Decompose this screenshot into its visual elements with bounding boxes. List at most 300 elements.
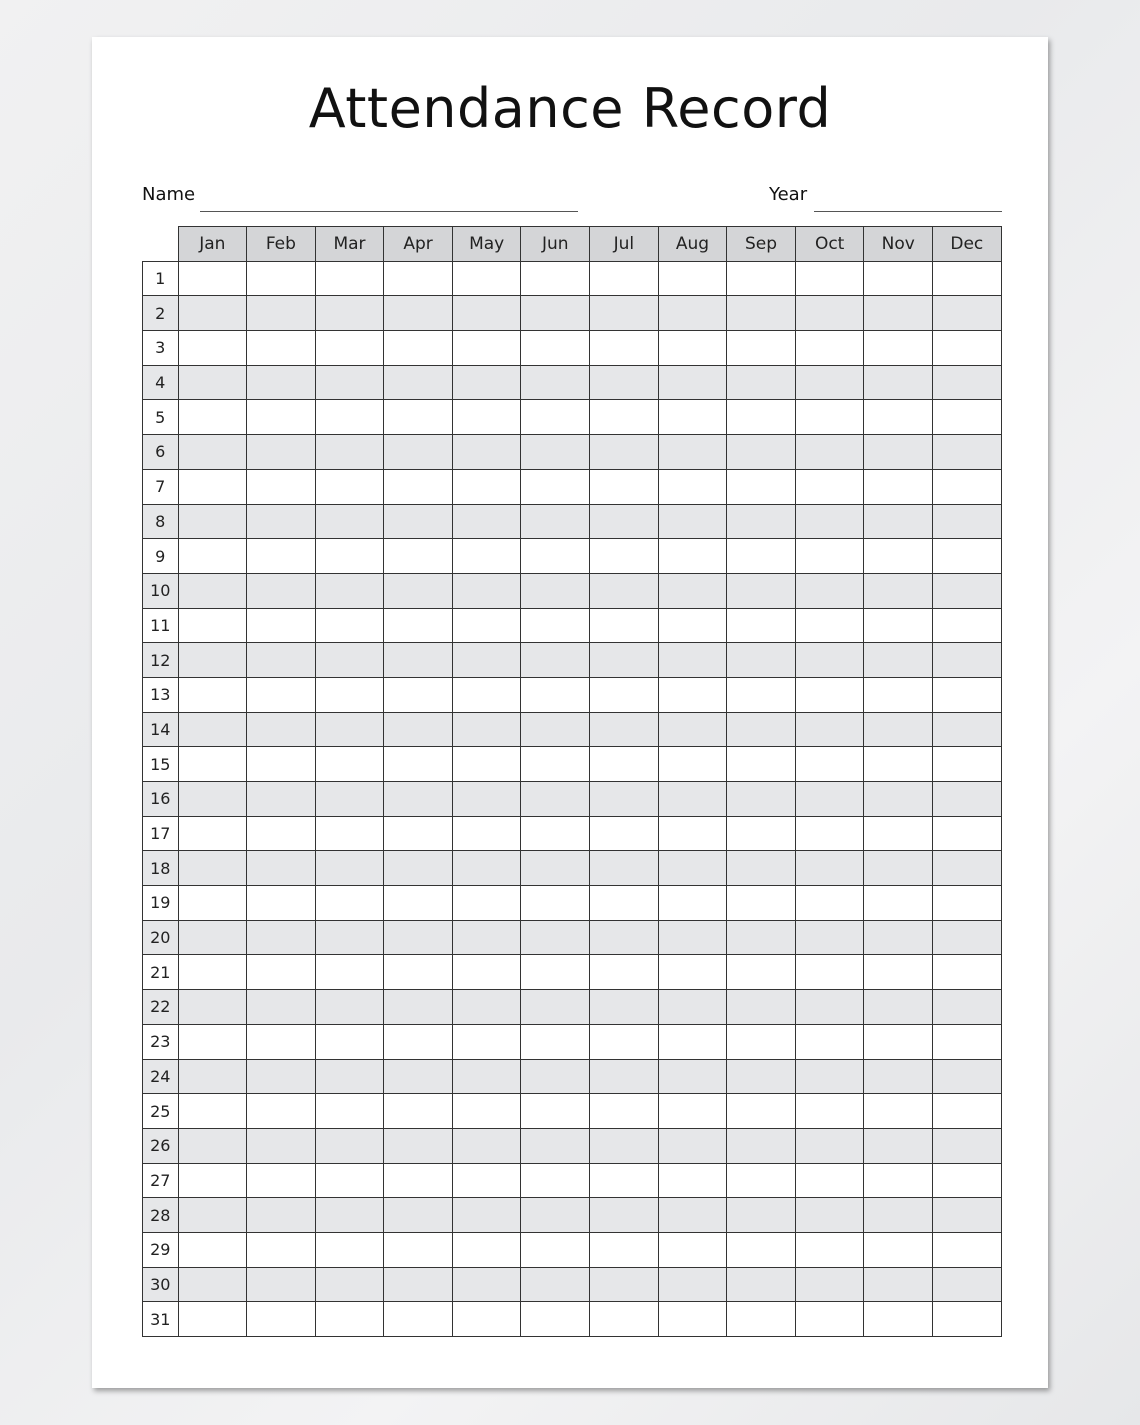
attendance-cell[interactable] — [727, 1267, 796, 1302]
attendance-cell[interactable] — [247, 816, 316, 851]
attendance-cell[interactable] — [521, 782, 590, 817]
attendance-cell[interactable] — [178, 747, 247, 782]
attendance-cell[interactable] — [384, 816, 453, 851]
attendance-cell[interactable] — [247, 435, 316, 470]
attendance-cell[interactable] — [795, 1198, 864, 1233]
attendance-cell[interactable] — [384, 1232, 453, 1267]
attendance-cell[interactable] — [315, 365, 384, 400]
attendance-cell[interactable] — [521, 816, 590, 851]
attendance-cell[interactable] — [384, 920, 453, 955]
attendance-cell[interactable] — [590, 782, 659, 817]
attendance-cell[interactable] — [178, 1024, 247, 1059]
attendance-cell[interactable] — [178, 1198, 247, 1233]
attendance-cell[interactable] — [178, 1267, 247, 1302]
attendance-cell[interactable] — [795, 539, 864, 574]
attendance-cell[interactable] — [452, 296, 521, 331]
attendance-cell[interactable] — [384, 1198, 453, 1233]
attendance-cell[interactable] — [727, 955, 796, 990]
attendance-cell[interactable] — [315, 851, 384, 886]
attendance-cell[interactable] — [864, 1267, 933, 1302]
attendance-cell[interactable] — [247, 261, 316, 296]
attendance-cell[interactable] — [658, 816, 727, 851]
attendance-cell[interactable] — [384, 955, 453, 990]
attendance-cell[interactable] — [933, 712, 1002, 747]
attendance-cell[interactable] — [590, 1302, 659, 1337]
attendance-cell[interactable] — [795, 573, 864, 608]
attendance-cell[interactable] — [247, 990, 316, 1025]
attendance-cell[interactable] — [521, 1302, 590, 1337]
attendance-cell[interactable] — [864, 331, 933, 366]
attendance-cell[interactable] — [452, 920, 521, 955]
attendance-cell[interactable] — [178, 677, 247, 712]
attendance-cell[interactable] — [384, 1094, 453, 1129]
attendance-cell[interactable] — [315, 1198, 384, 1233]
attendance-cell[interactable] — [521, 747, 590, 782]
attendance-cell[interactable] — [933, 677, 1002, 712]
attendance-cell[interactable] — [864, 782, 933, 817]
attendance-cell[interactable] — [521, 886, 590, 921]
attendance-cell[interactable] — [315, 1024, 384, 1059]
attendance-cell[interactable] — [178, 816, 247, 851]
attendance-cell[interactable] — [247, 469, 316, 504]
attendance-cell[interactable] — [658, 990, 727, 1025]
attendance-cell[interactable] — [590, 816, 659, 851]
attendance-cell[interactable] — [864, 365, 933, 400]
attendance-cell[interactable] — [315, 1128, 384, 1163]
attendance-cell[interactable] — [795, 712, 864, 747]
attendance-cell[interactable] — [864, 1163, 933, 1198]
attendance-cell[interactable] — [590, 851, 659, 886]
attendance-cell[interactable] — [864, 643, 933, 678]
attendance-cell[interactable] — [658, 296, 727, 331]
attendance-cell[interactable] — [864, 1198, 933, 1233]
attendance-cell[interactable] — [384, 990, 453, 1025]
attendance-cell[interactable] — [452, 643, 521, 678]
attendance-cell[interactable] — [452, 677, 521, 712]
attendance-cell[interactable] — [658, 920, 727, 955]
attendance-cell[interactable] — [658, 1094, 727, 1129]
attendance-cell[interactable] — [658, 712, 727, 747]
attendance-cell[interactable] — [384, 712, 453, 747]
attendance-cell[interactable] — [658, 504, 727, 539]
attendance-cell[interactable] — [795, 920, 864, 955]
attendance-cell[interactable] — [178, 400, 247, 435]
attendance-cell[interactable] — [795, 1302, 864, 1337]
attendance-cell[interactable] — [178, 435, 247, 470]
attendance-cell[interactable] — [178, 573, 247, 608]
attendance-cell[interactable] — [247, 1128, 316, 1163]
attendance-cell[interactable] — [658, 573, 727, 608]
attendance-cell[interactable] — [864, 608, 933, 643]
attendance-cell[interactable] — [933, 1267, 1002, 1302]
attendance-cell[interactable] — [384, 782, 453, 817]
attendance-cell[interactable] — [315, 712, 384, 747]
attendance-cell[interactable] — [384, 1059, 453, 1094]
attendance-cell[interactable] — [933, 1198, 1002, 1233]
attendance-cell[interactable] — [384, 365, 453, 400]
attendance-cell[interactable] — [452, 851, 521, 886]
attendance-cell[interactable] — [315, 261, 384, 296]
attendance-cell[interactable] — [727, 920, 796, 955]
attendance-cell[interactable] — [384, 261, 453, 296]
attendance-cell[interactable] — [384, 747, 453, 782]
attendance-cell[interactable] — [933, 1232, 1002, 1267]
attendance-cell[interactable] — [727, 365, 796, 400]
attendance-cell[interactable] — [864, 1094, 933, 1129]
attendance-cell[interactable] — [178, 851, 247, 886]
attendance-cell[interactable] — [521, 539, 590, 574]
attendance-cell[interactable] — [795, 608, 864, 643]
year-field[interactable] — [814, 211, 1002, 212]
attendance-cell[interactable] — [658, 1198, 727, 1233]
attendance-cell[interactable] — [590, 643, 659, 678]
attendance-cell[interactable] — [521, 643, 590, 678]
attendance-cell[interactable] — [452, 886, 521, 921]
attendance-cell[interactable] — [178, 643, 247, 678]
attendance-cell[interactable] — [247, 747, 316, 782]
attendance-cell[interactable] — [727, 712, 796, 747]
attendance-cell[interactable] — [452, 469, 521, 504]
attendance-cell[interactable] — [247, 1163, 316, 1198]
attendance-cell[interactable] — [590, 1232, 659, 1267]
attendance-cell[interactable] — [521, 573, 590, 608]
attendance-cell[interactable] — [178, 782, 247, 817]
attendance-cell[interactable] — [727, 782, 796, 817]
attendance-cell[interactable] — [590, 677, 659, 712]
attendance-cell[interactable] — [521, 677, 590, 712]
attendance-cell[interactable] — [933, 851, 1002, 886]
attendance-cell[interactable] — [384, 1128, 453, 1163]
attendance-cell[interactable] — [452, 782, 521, 817]
attendance-cell[interactable] — [315, 296, 384, 331]
attendance-cell[interactable] — [590, 886, 659, 921]
attendance-cell[interactable] — [658, 331, 727, 366]
attendance-cell[interactable] — [590, 296, 659, 331]
attendance-cell[interactable] — [727, 573, 796, 608]
attendance-cell[interactable] — [590, 573, 659, 608]
attendance-cell[interactable] — [247, 296, 316, 331]
attendance-cell[interactable] — [933, 400, 1002, 435]
attendance-cell[interactable] — [933, 296, 1002, 331]
attendance-cell[interactable] — [452, 504, 521, 539]
attendance-cell[interactable] — [795, 1232, 864, 1267]
attendance-cell[interactable] — [247, 365, 316, 400]
attendance-cell[interactable] — [864, 1302, 933, 1337]
attendance-cell[interactable] — [452, 955, 521, 990]
attendance-cell[interactable] — [452, 816, 521, 851]
attendance-cell[interactable] — [933, 469, 1002, 504]
attendance-cell[interactable] — [315, 1267, 384, 1302]
attendance-cell[interactable] — [315, 955, 384, 990]
attendance-cell[interactable] — [727, 1232, 796, 1267]
attendance-cell[interactable] — [384, 469, 453, 504]
attendance-cell[interactable] — [658, 608, 727, 643]
attendance-cell[interactable] — [590, 920, 659, 955]
attendance-cell[interactable] — [315, 469, 384, 504]
attendance-cell[interactable] — [384, 1302, 453, 1337]
attendance-cell[interactable] — [727, 435, 796, 470]
attendance-cell[interactable] — [247, 1198, 316, 1233]
attendance-cell[interactable] — [933, 886, 1002, 921]
attendance-cell[interactable] — [864, 261, 933, 296]
attendance-cell[interactable] — [727, 1094, 796, 1129]
attendance-cell[interactable] — [384, 886, 453, 921]
attendance-cell[interactable] — [178, 261, 247, 296]
attendance-cell[interactable] — [933, 1059, 1002, 1094]
attendance-cell[interactable] — [933, 782, 1002, 817]
attendance-cell[interactable] — [178, 1163, 247, 1198]
attendance-cell[interactable] — [590, 1024, 659, 1059]
attendance-cell[interactable] — [933, 643, 1002, 678]
attendance-cell[interactable] — [384, 1024, 453, 1059]
attendance-cell[interactable] — [795, 261, 864, 296]
attendance-cell[interactable] — [590, 365, 659, 400]
attendance-cell[interactable] — [178, 955, 247, 990]
attendance-cell[interactable] — [178, 886, 247, 921]
attendance-cell[interactable] — [795, 296, 864, 331]
attendance-cell[interactable] — [247, 1094, 316, 1129]
attendance-cell[interactable] — [658, 955, 727, 990]
attendance-cell[interactable] — [933, 990, 1002, 1025]
attendance-cell[interactable] — [795, 1094, 864, 1129]
attendance-cell[interactable] — [178, 608, 247, 643]
attendance-cell[interactable] — [795, 643, 864, 678]
attendance-cell[interactable] — [933, 504, 1002, 539]
attendance-cell[interactable] — [247, 573, 316, 608]
attendance-cell[interactable] — [521, 1267, 590, 1302]
attendance-cell[interactable] — [933, 747, 1002, 782]
attendance-cell[interactable] — [933, 608, 1002, 643]
attendance-cell[interactable] — [247, 782, 316, 817]
attendance-cell[interactable] — [178, 990, 247, 1025]
attendance-cell[interactable] — [590, 261, 659, 296]
attendance-cell[interactable] — [864, 920, 933, 955]
attendance-cell[interactable] — [178, 504, 247, 539]
attendance-cell[interactable] — [933, 1163, 1002, 1198]
attendance-cell[interactable] — [795, 851, 864, 886]
attendance-cell[interactable] — [933, 365, 1002, 400]
attendance-cell[interactable] — [452, 1163, 521, 1198]
attendance-cell[interactable] — [452, 261, 521, 296]
attendance-cell[interactable] — [384, 296, 453, 331]
attendance-cell[interactable] — [590, 1059, 659, 1094]
attendance-cell[interactable] — [247, 504, 316, 539]
attendance-cell[interactable] — [521, 1232, 590, 1267]
attendance-cell[interactable] — [658, 677, 727, 712]
attendance-cell[interactable] — [795, 677, 864, 712]
attendance-cell[interactable] — [795, 331, 864, 366]
attendance-cell[interactable] — [178, 469, 247, 504]
attendance-cell[interactable] — [315, 886, 384, 921]
attendance-cell[interactable] — [590, 1128, 659, 1163]
attendance-cell[interactable] — [795, 1128, 864, 1163]
attendance-cell[interactable] — [658, 1024, 727, 1059]
attendance-cell[interactable] — [795, 990, 864, 1025]
attendance-cell[interactable] — [590, 435, 659, 470]
attendance-cell[interactable] — [315, 331, 384, 366]
attendance-cell[interactable] — [384, 1267, 453, 1302]
attendance-cell[interactable] — [521, 1094, 590, 1129]
attendance-cell[interactable] — [315, 400, 384, 435]
attendance-cell[interactable] — [933, 816, 1002, 851]
attendance-cell[interactable] — [795, 1059, 864, 1094]
attendance-cell[interactable] — [384, 573, 453, 608]
attendance-cell[interactable] — [864, 886, 933, 921]
attendance-cell[interactable] — [315, 1163, 384, 1198]
attendance-cell[interactable] — [178, 1128, 247, 1163]
attendance-cell[interactable] — [315, 1302, 384, 1337]
attendance-cell[interactable] — [933, 920, 1002, 955]
attendance-cell[interactable] — [521, 1163, 590, 1198]
attendance-cell[interactable] — [315, 990, 384, 1025]
attendance-cell[interactable] — [590, 990, 659, 1025]
attendance-cell[interactable] — [178, 539, 247, 574]
attendance-cell[interactable] — [247, 1059, 316, 1094]
attendance-cell[interactable] — [247, 1302, 316, 1337]
attendance-cell[interactable] — [452, 400, 521, 435]
attendance-cell[interactable] — [590, 331, 659, 366]
attendance-cell[interactable] — [590, 747, 659, 782]
attendance-cell[interactable] — [178, 331, 247, 366]
attendance-cell[interactable] — [864, 955, 933, 990]
attendance-cell[interactable] — [247, 920, 316, 955]
attendance-cell[interactable] — [521, 608, 590, 643]
attendance-cell[interactable] — [864, 296, 933, 331]
attendance-cell[interactable] — [864, 990, 933, 1025]
attendance-cell[interactable] — [727, 1059, 796, 1094]
attendance-cell[interactable] — [658, 1059, 727, 1094]
attendance-cell[interactable] — [452, 712, 521, 747]
attendance-cell[interactable] — [864, 435, 933, 470]
attendance-cell[interactable] — [933, 1024, 1002, 1059]
attendance-cell[interactable] — [315, 435, 384, 470]
attendance-cell[interactable] — [178, 1094, 247, 1129]
attendance-cell[interactable] — [384, 400, 453, 435]
attendance-cell[interactable] — [178, 365, 247, 400]
attendance-cell[interactable] — [795, 816, 864, 851]
attendance-cell[interactable] — [384, 331, 453, 366]
attendance-cell[interactable] — [521, 1024, 590, 1059]
attendance-cell[interactable] — [933, 435, 1002, 470]
attendance-cell[interactable] — [590, 1267, 659, 1302]
attendance-cell[interactable] — [247, 955, 316, 990]
attendance-cell[interactable] — [727, 400, 796, 435]
attendance-cell[interactable] — [247, 400, 316, 435]
attendance-cell[interactable] — [658, 782, 727, 817]
attendance-cell[interactable] — [178, 1059, 247, 1094]
attendance-cell[interactable] — [178, 296, 247, 331]
attendance-cell[interactable] — [521, 261, 590, 296]
attendance-cell[interactable] — [452, 608, 521, 643]
attendance-cell[interactable] — [864, 573, 933, 608]
attendance-cell[interactable] — [315, 816, 384, 851]
attendance-cell[interactable] — [727, 990, 796, 1025]
attendance-cell[interactable] — [452, 1024, 521, 1059]
attendance-cell[interactable] — [247, 712, 316, 747]
attendance-cell[interactable] — [795, 504, 864, 539]
attendance-cell[interactable] — [521, 1198, 590, 1233]
attendance-cell[interactable] — [452, 435, 521, 470]
attendance-cell[interactable] — [315, 782, 384, 817]
attendance-cell[interactable] — [864, 504, 933, 539]
attendance-cell[interactable] — [727, 1024, 796, 1059]
attendance-cell[interactable] — [384, 435, 453, 470]
attendance-cell[interactable] — [658, 747, 727, 782]
attendance-cell[interactable] — [658, 643, 727, 678]
attendance-cell[interactable] — [727, 504, 796, 539]
attendance-cell[interactable] — [521, 400, 590, 435]
attendance-cell[interactable] — [521, 920, 590, 955]
attendance-cell[interactable] — [727, 1302, 796, 1337]
attendance-cell[interactable] — [247, 677, 316, 712]
attendance-cell[interactable] — [727, 1128, 796, 1163]
attendance-cell[interactable] — [658, 539, 727, 574]
attendance-cell[interactable] — [521, 504, 590, 539]
attendance-cell[interactable] — [658, 365, 727, 400]
attendance-cell[interactable] — [247, 1024, 316, 1059]
attendance-cell[interactable] — [658, 1302, 727, 1337]
attendance-cell[interactable] — [521, 1059, 590, 1094]
attendance-cell[interactable] — [727, 469, 796, 504]
attendance-cell[interactable] — [315, 677, 384, 712]
attendance-cell[interactable] — [933, 539, 1002, 574]
attendance-cell[interactable] — [795, 400, 864, 435]
attendance-cell[interactable] — [247, 539, 316, 574]
attendance-cell[interactable] — [315, 1232, 384, 1267]
attendance-cell[interactable] — [658, 886, 727, 921]
attendance-cell[interactable] — [521, 1128, 590, 1163]
attendance-cell[interactable] — [452, 1267, 521, 1302]
attendance-cell[interactable] — [452, 539, 521, 574]
attendance-cell[interactable] — [864, 400, 933, 435]
attendance-cell[interactable] — [864, 1024, 933, 1059]
attendance-cell[interactable] — [247, 608, 316, 643]
attendance-cell[interactable] — [315, 573, 384, 608]
attendance-cell[interactable] — [727, 608, 796, 643]
attendance-cell[interactable] — [727, 1198, 796, 1233]
attendance-cell[interactable] — [933, 1094, 1002, 1129]
attendance-cell[interactable] — [521, 365, 590, 400]
attendance-cell[interactable] — [247, 1267, 316, 1302]
attendance-cell[interactable] — [590, 539, 659, 574]
attendance-cell[interactable] — [384, 851, 453, 886]
attendance-cell[interactable] — [727, 677, 796, 712]
attendance-cell[interactable] — [933, 261, 1002, 296]
attendance-cell[interactable] — [384, 608, 453, 643]
attendance-cell[interactable] — [658, 400, 727, 435]
attendance-cell[interactable] — [727, 886, 796, 921]
attendance-cell[interactable] — [864, 851, 933, 886]
attendance-cell[interactable] — [864, 677, 933, 712]
attendance-cell[interactable] — [864, 816, 933, 851]
attendance-cell[interactable] — [795, 886, 864, 921]
attendance-cell[interactable] — [521, 990, 590, 1025]
attendance-cell[interactable] — [658, 1232, 727, 1267]
attendance-cell[interactable] — [864, 712, 933, 747]
attendance-cell[interactable] — [247, 886, 316, 921]
attendance-cell[interactable] — [795, 435, 864, 470]
attendance-cell[interactable] — [315, 608, 384, 643]
attendance-cell[interactable] — [658, 851, 727, 886]
attendance-cell[interactable] — [521, 469, 590, 504]
attendance-cell[interactable] — [658, 1267, 727, 1302]
attendance-cell[interactable] — [795, 1163, 864, 1198]
attendance-cell[interactable] — [452, 573, 521, 608]
attendance-cell[interactable] — [452, 990, 521, 1025]
attendance-cell[interactable] — [521, 435, 590, 470]
name-field[interactable] — [200, 211, 578, 212]
attendance-cell[interactable] — [315, 747, 384, 782]
